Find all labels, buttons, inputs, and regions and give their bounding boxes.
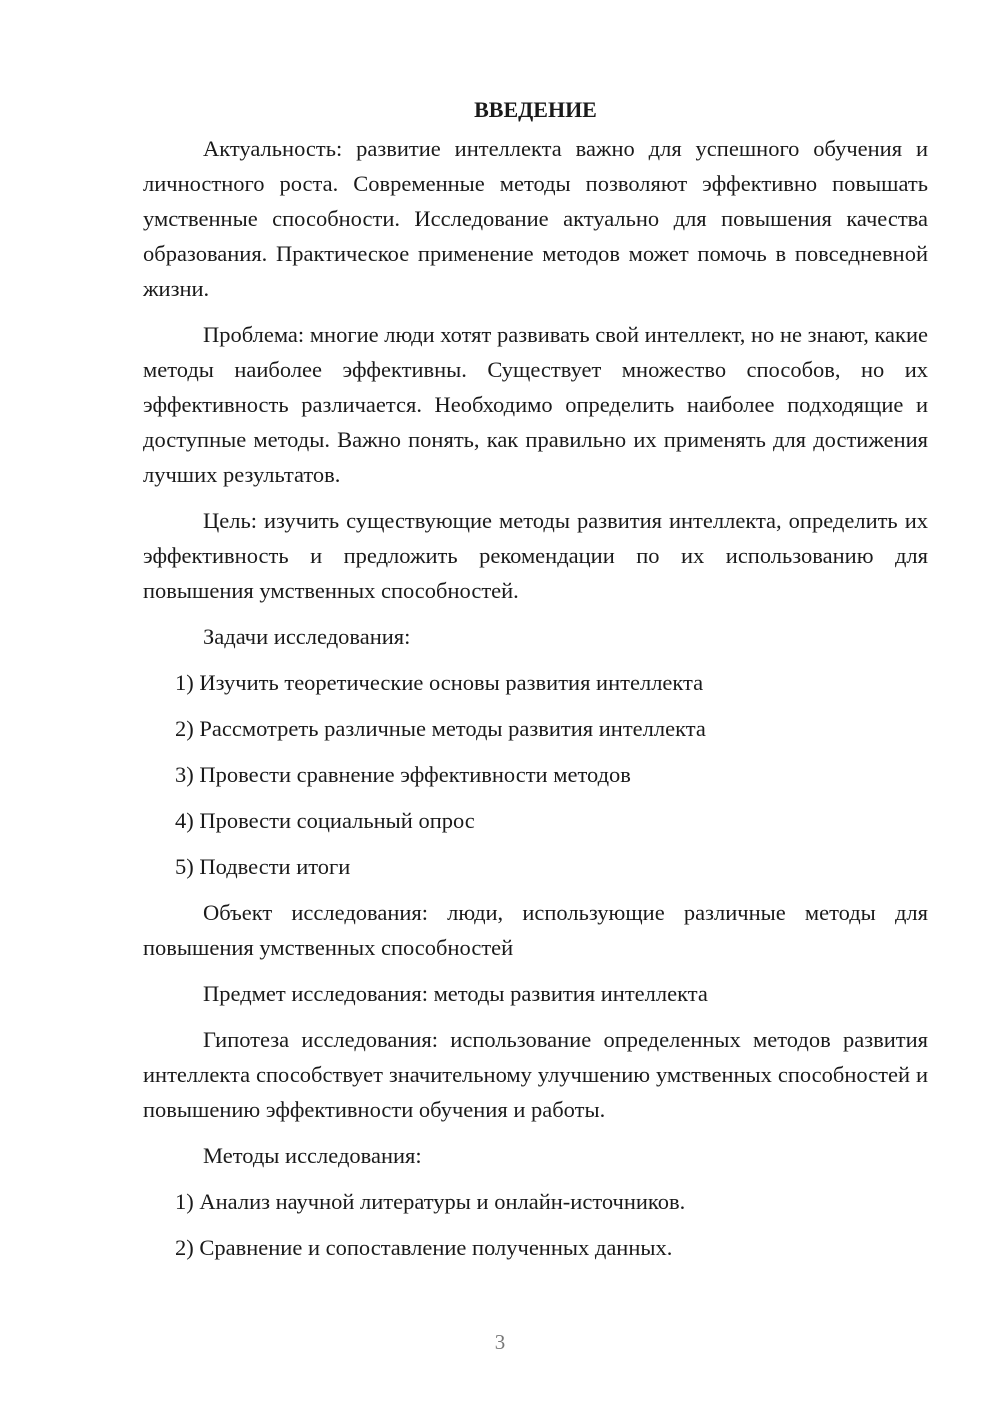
- method-item: 2) Сравнение и сопоставление полученных данных.: [175, 1235, 673, 1260]
- methods-heading: Методы исследования:: [203, 1143, 422, 1168]
- task-item: 4) Провести социальный опрос: [175, 808, 475, 833]
- goal-paragraph: Цель: изучить существующие методы развития интеллекта, определить их эффективность и предложить рекомендации по их использованию для повышения умственных способностей.: [143, 508, 928, 603]
- problem-paragraph: Проблема: многие люди хотят развивать свой интеллект, но не знают, какие методы наиболее эффективны. Существует множество способов, но их эффективность различается. Необходимо определить наиболее подходящие и доступные методы. Важно понять, как правильно их применять для достижения лучших результатов.: [143, 322, 928, 487]
- document-page: [143, 92, 928, 1276]
- relevance-paragraph: Актуальность: развитие интеллекта важно для успешного обучения и личностного роста. Современные методы позволяют эффективно повышать умственные способности. Исследование актуально для повышения качества образования. Практическое применение методов может помочь в повседневной жизни.: [143, 136, 928, 301]
- task-item: 5) Подвести итоги: [175, 854, 351, 879]
- task-item: 3) Провести сравнение эффективности методов: [175, 762, 631, 787]
- tasks-heading: Задачи исследования:: [203, 624, 411, 649]
- section-title: ВВЕДЕНИЕ: [474, 97, 597, 122]
- page-number: 3: [494, 1330, 506, 1354]
- method-item: 1) Анализ научной литературы и онлайн-источников.: [175, 1189, 686, 1214]
- task-item: 1) Изучить теоретические основы развития интеллекта: [175, 670, 704, 695]
- hypothesis-paragraph: Гипотеза исследования: использование определенных методов развития интеллекта способствует значительному улучшению умственных способностей и повышению эффективности обучения и работы.: [143, 1027, 928, 1122]
- subject-paragraph: Предмет исследования: методы развития интеллекта: [203, 981, 708, 1006]
- task-item: 2) Рассмотреть различные методы развития интеллекта: [175, 716, 706, 741]
- object-paragraph: Объект исследования: люди, использующие различные методы для повышения умственных способностей: [143, 900, 928, 960]
